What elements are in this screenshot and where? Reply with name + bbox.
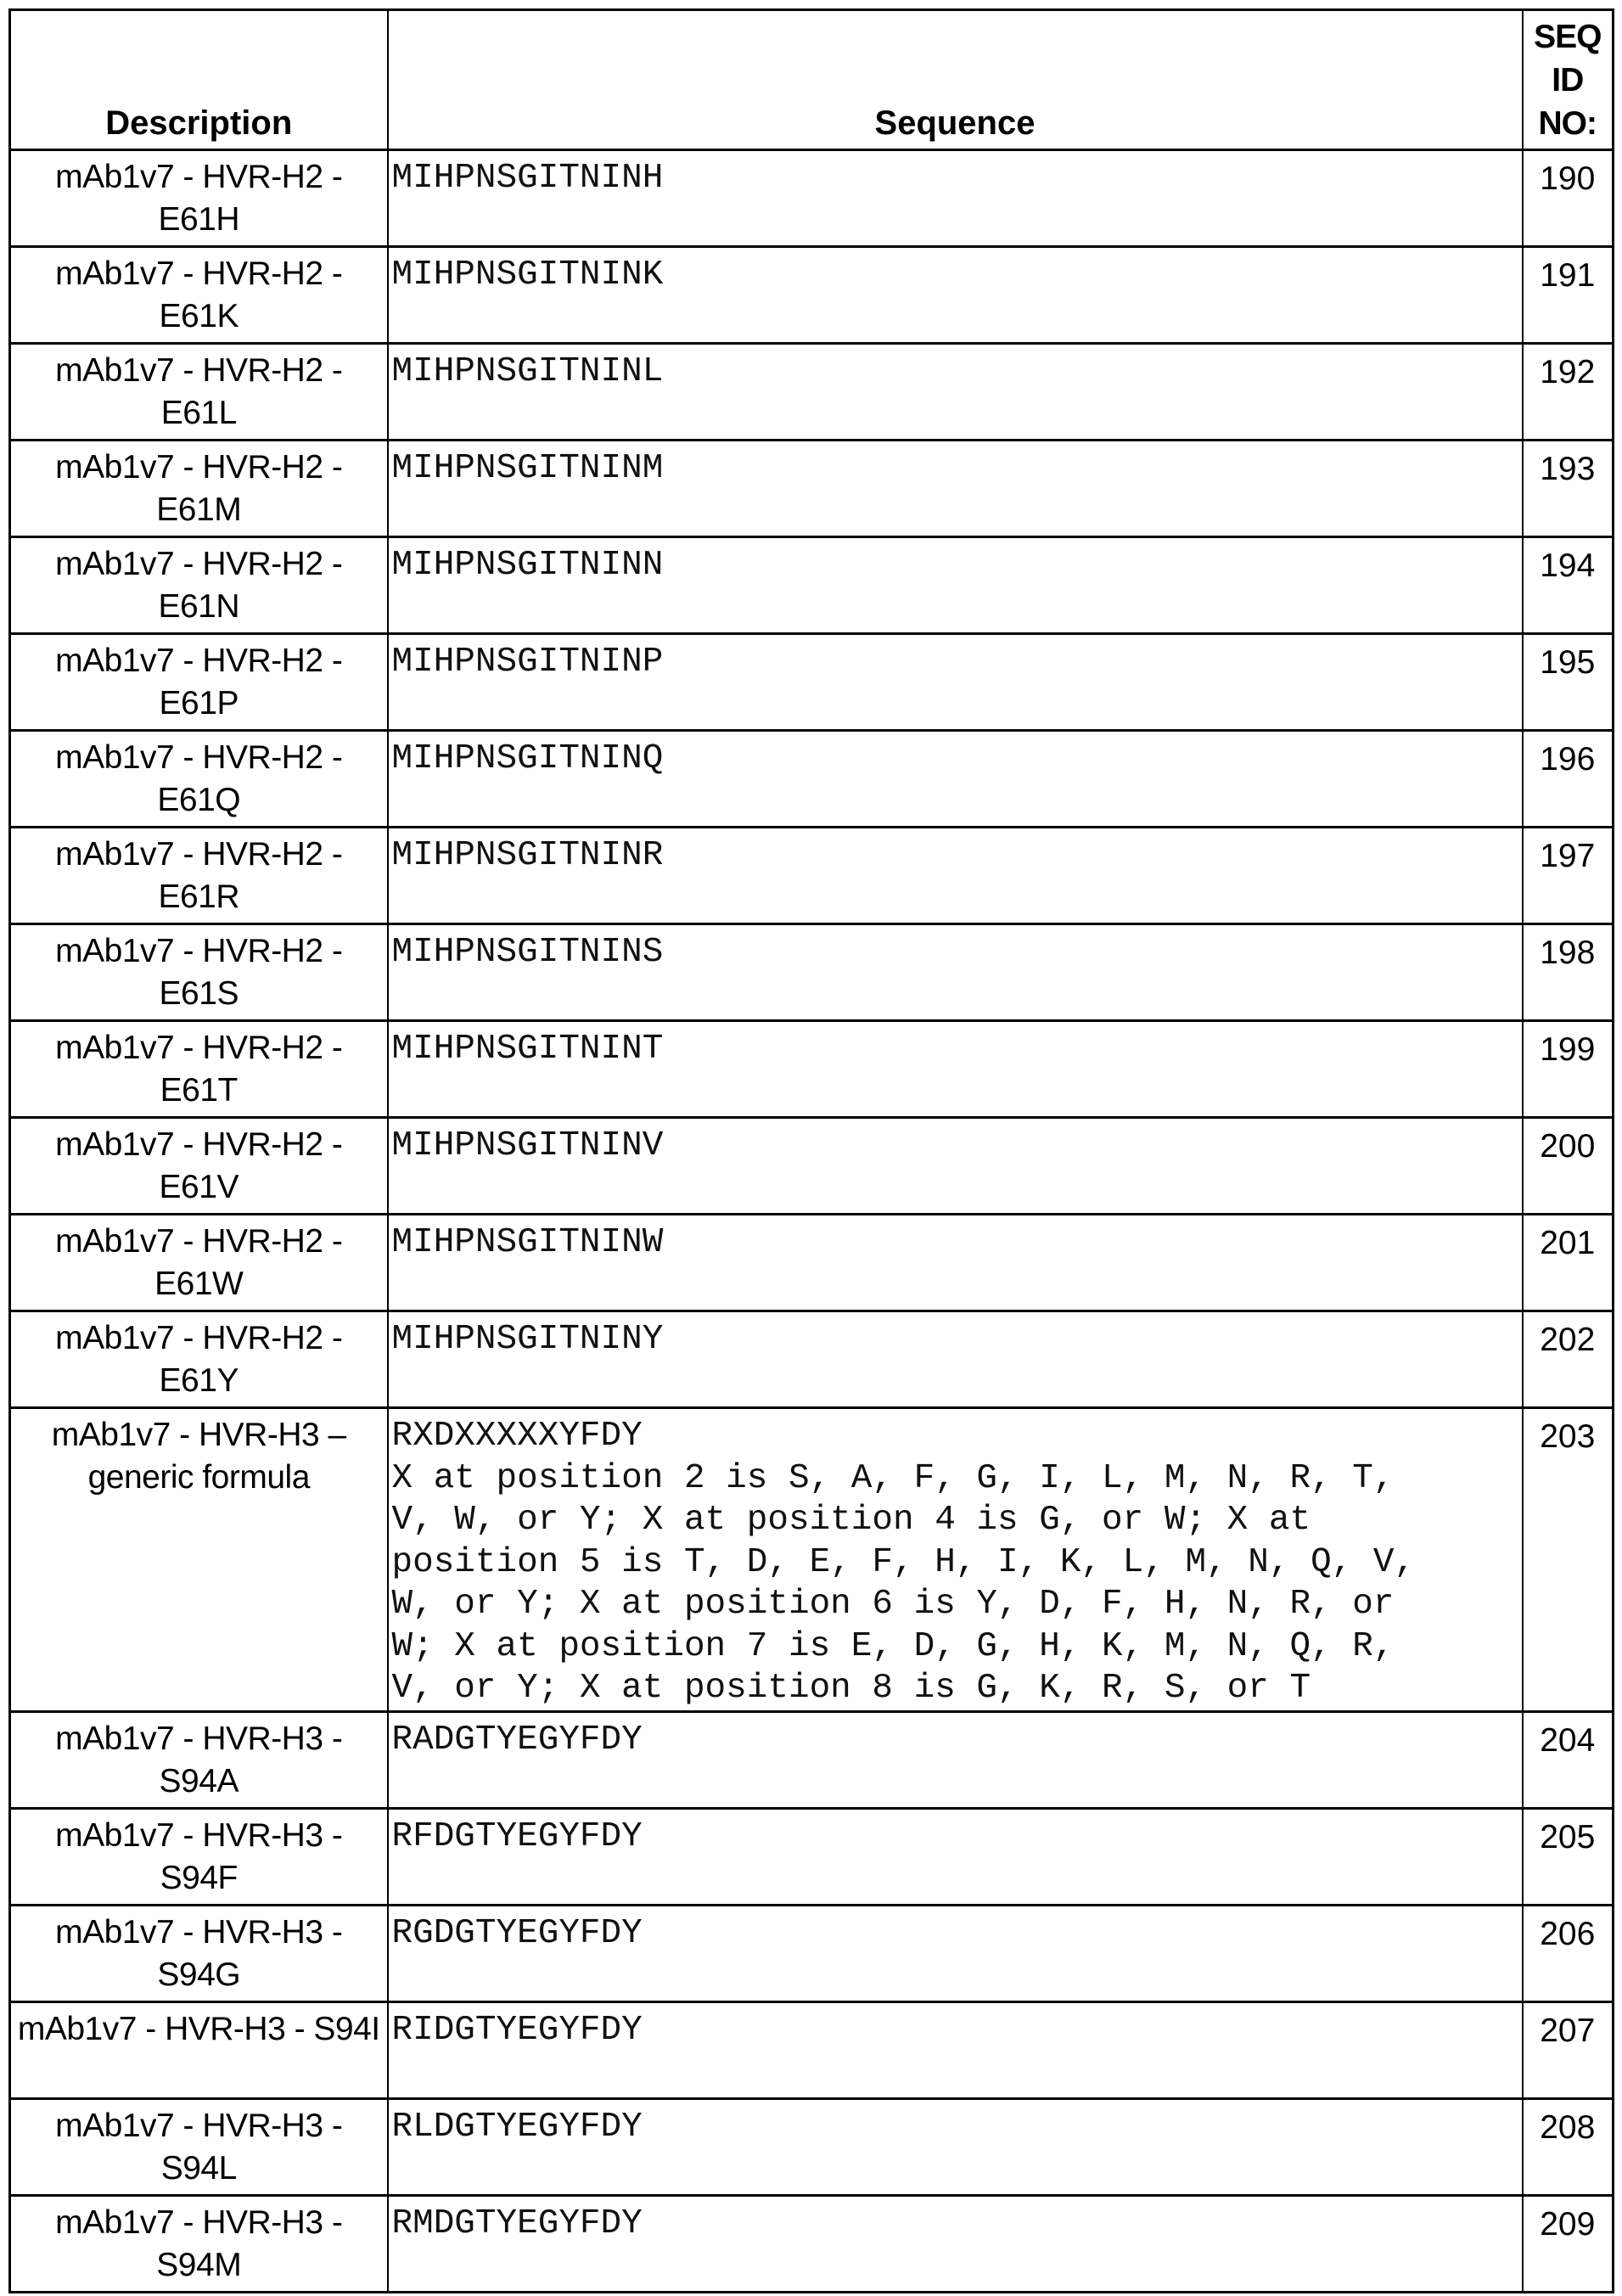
table-row xyxy=(10,1408,1614,1712)
seq-id-cell: 190 xyxy=(1523,150,1614,247)
sequence-cell xyxy=(388,828,1523,924)
seq-id-cell: 202 xyxy=(1523,1311,1614,1408)
header-seq-id-line-3: NO: xyxy=(1538,105,1597,142)
header-seq-id-line-2: ID xyxy=(1552,62,1584,98)
sequence-line: MIHPNSGITNINP xyxy=(391,643,664,682)
header-seq-id-no xyxy=(1523,10,1614,150)
sequence-cell xyxy=(388,1311,1523,1408)
description-cell: mAb1v7 - HVR-H3 - S94A xyxy=(10,1712,388,1809)
table-row xyxy=(10,537,1614,634)
sequence-line: MIHPNSGITNINH xyxy=(391,159,664,198)
table-row xyxy=(10,1021,1614,1118)
sequence-cell xyxy=(388,1215,1523,1311)
sequence-table xyxy=(8,8,1614,2293)
sequence-line: W, or Y; X at position 6 is Y, D, F, H, N, R, or xyxy=(391,1585,1395,1624)
seq-id-cell: 201 xyxy=(1523,1215,1614,1311)
sequence-line: RFDGTYEGYFDY xyxy=(391,1817,643,1856)
seq-id-cell: 206 xyxy=(1523,1906,1614,2002)
sequence-line: MIHPNSGITNINS xyxy=(391,933,664,972)
sequence-cell xyxy=(388,1118,1523,1215)
seq-id-cell: 197 xyxy=(1523,828,1614,924)
header-sequence: Sequence xyxy=(388,10,1523,150)
sequence-cell xyxy=(388,634,1523,731)
description-cell: mAb1v7 - HVR-H2 - E61M xyxy=(10,441,388,537)
sequence-line: W; X at position 7 is E, D, G, H, K, M, N, Q, R, xyxy=(391,1626,1395,1666)
description-cell: mAb1v7 - HVR-H2 - E61R xyxy=(10,828,388,924)
sequence-cell xyxy=(388,2099,1523,2196)
table-row xyxy=(10,731,1614,828)
table-row xyxy=(10,1118,1614,1215)
sequence-cell xyxy=(388,1906,1523,2002)
table-row xyxy=(10,1809,1614,1906)
sequence-cell xyxy=(388,1021,1523,1118)
table-row xyxy=(10,1712,1614,1809)
table-row xyxy=(10,634,1614,731)
description-cell: mAb1v7 - HVR-H3 - S94F xyxy=(10,1809,388,1906)
description-cell: mAb1v7 - HVR-H3 - S94L xyxy=(10,2099,388,2196)
description-cell: mAb1v7 - HVR-H3 - S94M xyxy=(10,2196,388,2293)
sequence-line: RLDGTYEGYFDY xyxy=(391,2108,643,2147)
seq-id-cell: 200 xyxy=(1523,1118,1614,1215)
seq-id-cell: 195 xyxy=(1523,634,1614,731)
header-description: Description xyxy=(10,10,388,150)
sequence-line: RXDXXXXXYFDY xyxy=(391,1417,643,1456)
sequence-cell xyxy=(388,924,1523,1021)
table-row xyxy=(10,247,1614,344)
table-row xyxy=(10,1311,1614,1408)
table-row xyxy=(10,1906,1614,2002)
sequence-line: RIDGTYEGYFDY xyxy=(391,2011,643,2050)
table-row xyxy=(10,828,1614,924)
table-body xyxy=(10,150,1614,2293)
sequence-line: MIHPNSGITNINM xyxy=(391,449,664,488)
sequence-cell xyxy=(388,2002,1523,2099)
sequence-line: RGDGTYEGYFDY xyxy=(391,1914,643,1953)
sequence-line: MIHPNSGITNINN xyxy=(391,546,664,585)
sequence-cell xyxy=(388,1408,1523,1712)
description-cell: mAb1v7 - HVR-H3 - S94I xyxy=(10,2002,388,2099)
table-header xyxy=(10,10,1614,150)
header-row xyxy=(10,10,1614,150)
sequence-line: RADGTYEGYFDY xyxy=(391,1721,643,1760)
table-row xyxy=(10,441,1614,537)
description-cell: mAb1v7 - HVR-H2 - E61T xyxy=(10,1021,388,1118)
sequence-cell xyxy=(388,731,1523,828)
seq-id-cell: 196 xyxy=(1523,731,1614,828)
description-cell: mAb1v7 - HVR-H2 - E61N xyxy=(10,537,388,634)
seq-id-cell: 192 xyxy=(1523,344,1614,441)
seq-id-cell: 199 xyxy=(1523,1021,1614,1118)
description-cell: mAb1v7 - HVR-H3 – generic formula xyxy=(10,1408,388,1712)
seq-id-cell: 193 xyxy=(1523,441,1614,537)
sequence-cell xyxy=(388,1712,1523,1809)
sequence-line: RMDGTYEGYFDY xyxy=(391,2204,643,2243)
seq-id-cell: 205 xyxy=(1523,1809,1614,1906)
description-cell: mAb1v7 - HVR-H2 - E61W xyxy=(10,1215,388,1311)
table-row xyxy=(10,2099,1614,2196)
sequence-cell xyxy=(388,2196,1523,2293)
sequence-cell xyxy=(388,150,1523,247)
sequence-line: X at position 2 is S, A, F, G, I, L, M, N, R, T, xyxy=(391,1458,1395,1498)
header-seq-id-line-1: SEQ xyxy=(1534,19,1602,55)
seq-id-cell: 198 xyxy=(1523,924,1614,1021)
description-cell: mAb1v7 - HVR-H2 - E61Q xyxy=(10,731,388,828)
sequence-line: MIHPNSGITNINT xyxy=(391,1030,664,1069)
sequence-line: MIHPNSGITNINW xyxy=(391,1223,664,1262)
seq-id-cell: 191 xyxy=(1523,247,1614,344)
seq-id-cell: 203 xyxy=(1523,1408,1614,1712)
table-row xyxy=(10,2196,1614,2293)
table-row xyxy=(10,924,1614,1021)
sequence-cell xyxy=(388,344,1523,441)
seq-id-cell: 204 xyxy=(1523,1712,1614,1809)
description-cell: mAb1v7 - HVR-H2 - E61K xyxy=(10,247,388,344)
sequence-cell xyxy=(388,1809,1523,1906)
description-cell: mAb1v7 - HVR-H2 - E61S xyxy=(10,924,388,1021)
sequence-line: MIHPNSGITNINR xyxy=(391,836,664,875)
seq-id-cell: 209 xyxy=(1523,2196,1614,2293)
description-cell: mAb1v7 - HVR-H3 - S94G xyxy=(10,1906,388,2002)
table-row xyxy=(10,2002,1614,2099)
sequence-cell xyxy=(388,247,1523,344)
description-cell: mAb1v7 - HVR-H2 - E61V xyxy=(10,1118,388,1215)
sequence-line: MIHPNSGITNINK xyxy=(391,255,664,295)
sequence-line: MIHPNSGITNINV xyxy=(391,1126,664,1165)
description-cell: mAb1v7 - HVR-H2 - E61Y xyxy=(10,1311,388,1408)
sequence-line: MIHPNSGITNINY xyxy=(391,1320,664,1359)
sequence-line: V, or Y; X at position 8 is G, K, R, S, or T xyxy=(391,1669,1311,1708)
sequence-line: position 5 is T, D, E, F, H, I, K, L, M, N, Q, V, xyxy=(391,1542,1416,1582)
sequence-cell xyxy=(388,441,1523,537)
seq-id-cell: 207 xyxy=(1523,2002,1614,2099)
table-row xyxy=(10,1215,1614,1311)
description-cell: mAb1v7 - HVR-H2 - E61P xyxy=(10,634,388,731)
description-cell: mAb1v7 - HVR-H2 - E61L xyxy=(10,344,388,441)
seq-id-cell: 208 xyxy=(1523,2099,1614,2196)
sequence-line: V, W, or Y; X at position 4 is G, or W; X at xyxy=(391,1501,1311,1540)
seq-id-cell: 194 xyxy=(1523,537,1614,634)
description-cell: mAb1v7 - HVR-H2 - E61H xyxy=(10,150,388,247)
sequence-cell xyxy=(388,537,1523,634)
table-row xyxy=(10,344,1614,441)
sequence-line: MIHPNSGITNINL xyxy=(391,352,664,391)
table-row xyxy=(10,150,1614,247)
sequence-line: MIHPNSGITNINQ xyxy=(391,739,664,778)
